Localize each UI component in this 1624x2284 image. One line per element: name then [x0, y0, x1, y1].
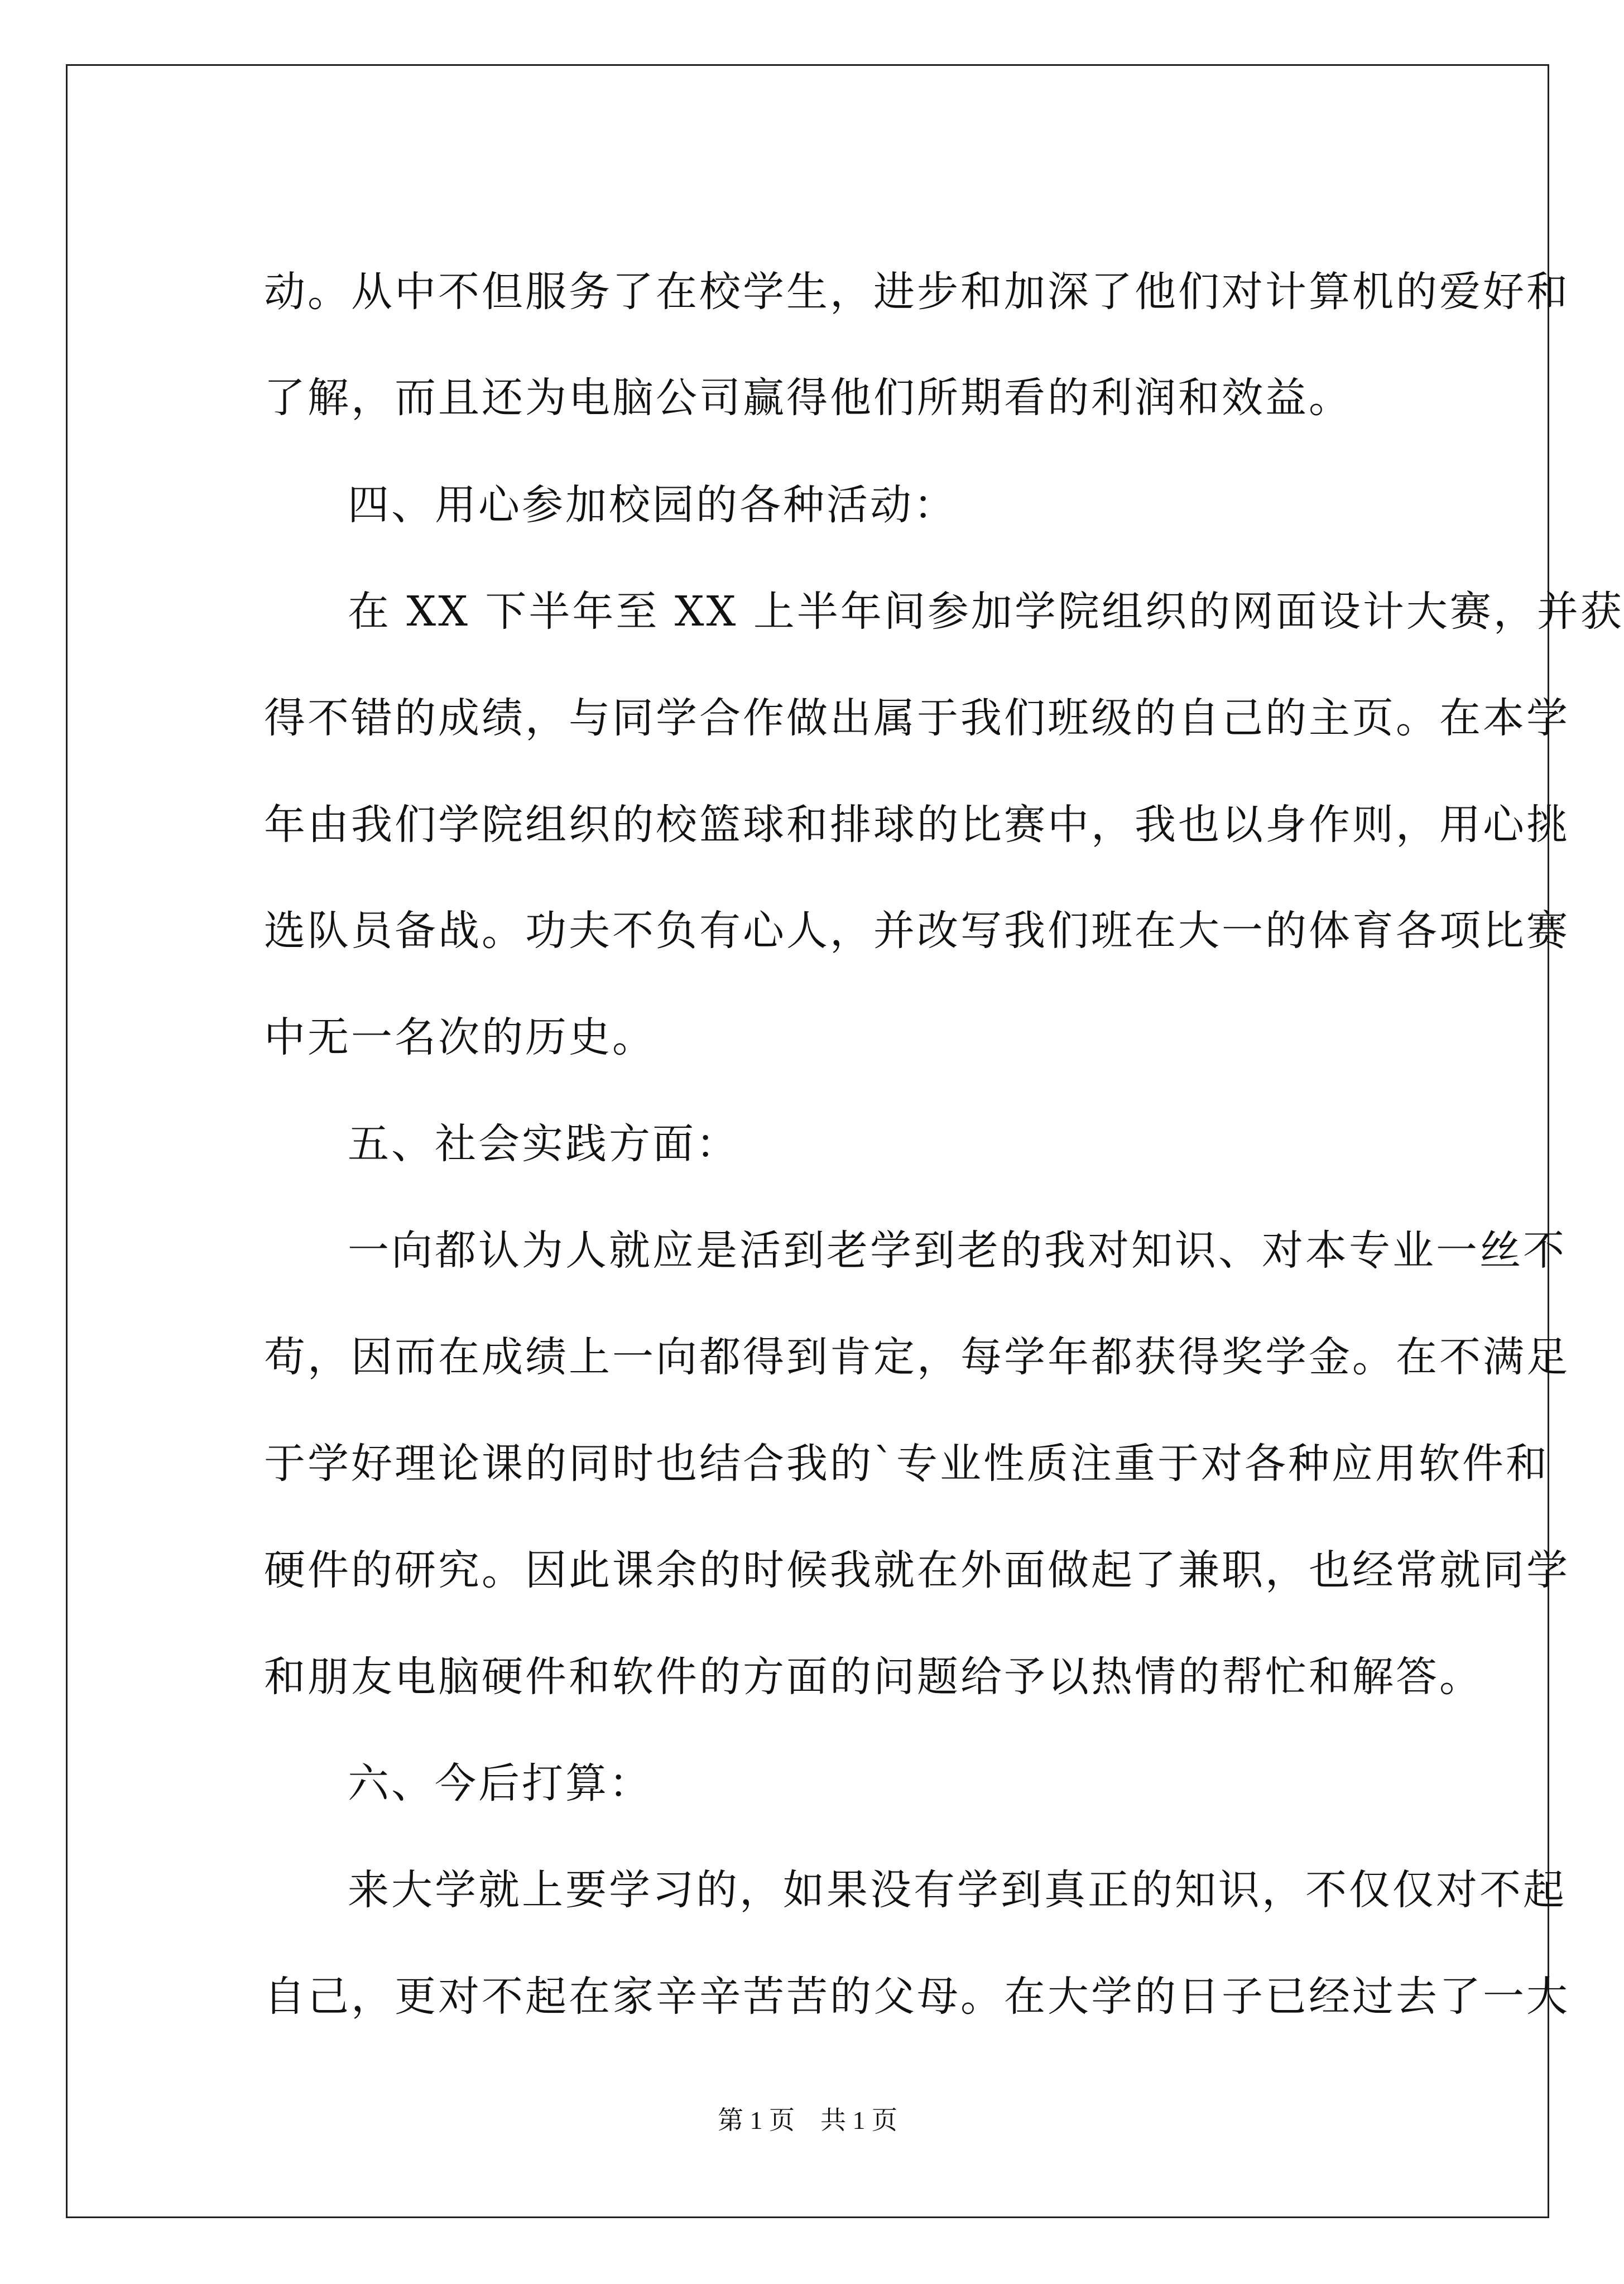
- text-line: 苟，因而在成绩上一向都得到肯定，每学年都获得奖学金。在不满足: [264, 1333, 1570, 1381]
- page-frame: [66, 64, 1624, 2218]
- text-line: 自己，更对不起在家辛辛苦苦的父母。在大学的日子已经过去了一大: [264, 1973, 1570, 2021]
- section-heading: 四、用心参加校园的各种活动：: [348, 481, 957, 529]
- section-heading: 六、今后打算：: [348, 1759, 652, 1807]
- text-line: 于学好理论课的同时也结合我的`专业性质注重于对各种应用软件和: [264, 1440, 1549, 1488]
- document-body: [68, 66, 1624, 2216]
- page-footer: 第 1 页 共 1 页: [718, 2106, 897, 2134]
- text-line: 一向都认为人就应是活到老学到老的我对知识、对本专业一丝不: [348, 1227, 1567, 1275]
- text-line: 在 XX 下半年至 XX 上半年间参加学院组织的网面设计大赛，并获: [348, 588, 1624, 636]
- text-line: 选队员备战。功夫不负有心人，并改写我们班在大一的体育各项比赛: [264, 907, 1570, 955]
- text-line: 得不错的成绩，与同学合作做出属于我们班级的自己的主页。在本学: [264, 694, 1570, 742]
- text-line: 年由我们学院组织的校篮球和排球的比赛中，我也以身作则，用心挑: [264, 801, 1570, 849]
- text-line: 硬件的研究。因此课余的时候我就在外面做起了兼职，也经常就同学: [264, 1546, 1570, 1594]
- section-heading: 五、社会实践方面：: [348, 1120, 739, 1168]
- text-line: 中无一名次的历史。: [264, 1013, 656, 1061]
- text-line: 和朋友电脑硬件和软件的方面的问题给予以热情的帮忙和解答。: [264, 1653, 1483, 1701]
- text-line: 了解，而且还为电脑公司赢得他们所期看的利润和效益。: [264, 374, 1352, 422]
- text-line: 来大学就上要学习的，如果没有学到真正的知识，不仅仅对不起: [348, 1866, 1567, 1914]
- text-line: 动。从中不但服务了在校学生，进步和加深了他们对计算机的爱好和: [264, 268, 1570, 316]
